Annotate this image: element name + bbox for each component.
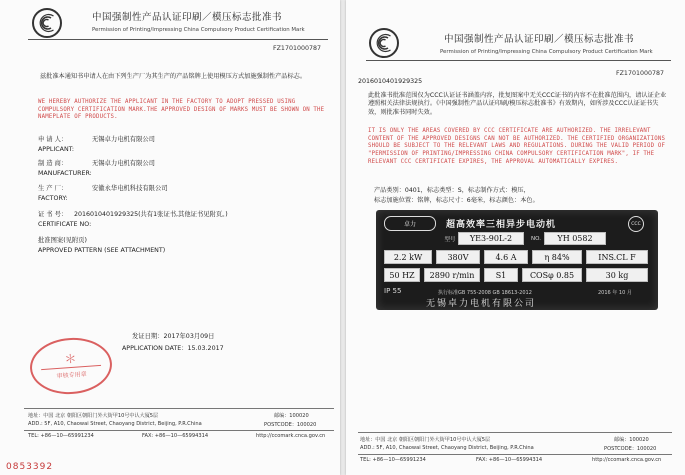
certificate-value: 2016010401929325(共有1张证书,其他证书见附页。) xyxy=(74,211,228,218)
seal-star-icon: ＊ xyxy=(64,351,77,367)
ip-rating: IP 55 xyxy=(384,287,402,295)
brand-badge: 卓力 xyxy=(384,216,436,231)
efficiency-value: η 84% xyxy=(532,250,582,264)
footer-postcode-en: POSTCODE：100020 xyxy=(264,422,317,428)
footer-divider xyxy=(358,432,672,433)
speed-value: 2890 r/min xyxy=(424,268,480,282)
voltage-value: 380V xyxy=(436,250,480,264)
model-value: YE3-90L-2 xyxy=(458,232,524,245)
model-label: 型号 xyxy=(444,236,456,243)
scope-note-cn: 此批准书批准范围仅为CCC认证证书涵盖内容，批复图案中无关CCC证书的内容不在批准范围内，请认证企业遵照相关法律法规执行。《中国强制性产品认证印刷/模压标志批准书》有效期内，如所涉及CCC认证证书失效，则批准书同时失效。 xyxy=(368,92,667,116)
footer-address-en: ADD.: 5F, A10, Chaowai Street, Chaoyang District, Beijing, P.R.China xyxy=(28,421,202,427)
product-info: 产品类别：0401，标志类型：S，标志制作方式：模压， xyxy=(374,187,530,194)
insulation-class-value: INS.CL F xyxy=(586,250,648,264)
pattern-label-cn: 批准图案(见附页) xyxy=(38,237,87,244)
applicant-label-en: APPLICANT: xyxy=(38,146,74,153)
standard-text: 执行标准GB 755-2008 GB 18613-2012 xyxy=(438,290,532,296)
title-en: Permission of Printing/Impressing China Compulsory Product Certification Mark xyxy=(440,49,653,55)
footer-fax: FAX: +86—10—65994314 xyxy=(142,433,209,439)
header-divider xyxy=(28,39,328,40)
official-seal xyxy=(28,335,114,397)
footer-web: http://ccomark.cnca.gov.cn xyxy=(592,457,662,463)
applicant-value: 无锡卓力电机有限公司 xyxy=(92,136,155,143)
intro-en: WE HEREBY AUTHORIZE THE APPLICANT IN THE FACTORY TO ADOPT PRESSED USING COMPULSORY CERTIFICATION MARK.THE APPROVED DESIGN OF MARKS MUST BE SHOWN ON THE NAMEPLATE OF PRODUCTS. xyxy=(38,99,325,121)
manufacturer-name: 无锡卓力电机有限公司 xyxy=(426,299,537,309)
footer-address-cn: 地址：中国 北京 朝阳区朝阳门外大街甲10号中认大厦5层 xyxy=(28,413,159,419)
pattern-label-en: APPROVED PATTERN (SEE ATTACHMENT) xyxy=(38,247,166,254)
footer-tel: TEL: +86—10—65991234 xyxy=(28,433,94,439)
applicant-label-cn: 申 请 人： xyxy=(38,136,68,143)
approval-number: FZ1701000787 xyxy=(273,45,321,52)
manufacturer-label-en: MANUFACTURER: xyxy=(38,170,92,177)
application-date-en: APPLICATION DATE：15.03.2017 xyxy=(122,345,224,352)
header-divider xyxy=(366,60,671,61)
power-value: 2.2 kW xyxy=(384,250,432,264)
certificate-page-2 xyxy=(346,0,685,475)
serial-value: YH 0582 xyxy=(544,232,606,245)
certificate-page-1 xyxy=(0,0,340,475)
certificate-number: 2016010401929325 xyxy=(358,78,423,85)
footer-tel: TEL: +86—10—65991234 xyxy=(360,457,426,463)
weight-value: 30 kg xyxy=(586,268,648,282)
serial-number: 0853392 xyxy=(6,462,54,472)
manufacturer-label-cn: 制 造 商： xyxy=(38,160,68,167)
issue-date-cn: 发证日期：2017年03月09日 xyxy=(132,333,215,340)
factory-label-en: FACTORY: xyxy=(38,195,68,202)
ccc-logo-icon xyxy=(369,28,399,58)
title-cn: 中国强制性产品认证印刷／模压标志批准书 xyxy=(92,12,283,23)
title-cn: 中国强制性产品认证印刷／模压标志批准书 xyxy=(444,34,635,45)
ccc-mark-icon: CCC xyxy=(628,216,644,232)
manufacturer-value: 无锡卓力电机有限公司 xyxy=(92,160,155,167)
certificate-label-cn: 证 书 号： xyxy=(38,211,68,218)
factory-label-cn: 生 产 厂： xyxy=(38,185,68,192)
footer-divider xyxy=(24,408,334,409)
approval-number: FZ1701000787 xyxy=(616,70,664,77)
power-factor-value: COSφ 0.85 xyxy=(522,268,582,282)
title-en: Permission of Printing/Impressing China Compulsory Product Certification Mark xyxy=(92,27,305,33)
nameplate-title: 超高效率三相异步电动机 xyxy=(446,220,557,230)
motor-nameplate xyxy=(376,210,658,310)
footer-postcode-cn: 邮编：100020 xyxy=(614,437,649,443)
duty-value: S1 xyxy=(484,268,518,282)
serial-label: NO. xyxy=(531,235,541,242)
current-value: 4.6 A xyxy=(484,250,528,264)
factory-value: 安徽永华电机科技有限公司 xyxy=(92,185,168,192)
ccc-logo-icon xyxy=(32,8,62,38)
scope-note-en: IT IS ONLY THE AREAS COVERED BY CCC CERTIFICATE ARE AUTHORIZED. THE IRRELEVANT CONTENT OF THE APPROVED DESIGNS CAN NOT BE AUTHORIZED. THE CERTIFIED ORGANIZATIONS SHOULD BE SUBJECT TO THE RELEVANT LAWS AND REGULATIONS. DURING THE VALID PERIOD OF "PERMISSION OF PRINTING/IMPRESSING CHINA COMPULSORY CERTIFICATION MARK", IF THE RELEVANT CCC CERTIFICATE EXPIRES, THE APPROVAL AUTOMATICALLY EXPIRES. xyxy=(368,128,666,165)
footer-fax: FAX: +86—10—65994314 xyxy=(476,457,543,463)
footer-postcode-cn: 邮编：100020 xyxy=(274,413,309,419)
footer-web: http://ccomark.cnca.gov.cn xyxy=(256,433,326,439)
seal-text: 审核专用章 xyxy=(56,370,87,381)
intro-cn: 兹批准本通知书申请人在由下列生产厂为其生产的产品铭牌上使用模压方式加施强制性产品标志。 xyxy=(40,73,307,80)
mark-info: 标志加施位置：铭牌，标志尺寸：6毫米，标志颜色：本色。 xyxy=(374,197,539,204)
footer-address-en: ADD.: 5F, A10, Chaowai Street, Chaoyang District, Beijing, P.R.China xyxy=(360,445,534,451)
certificate-label-en: CERTIFICATE NO: xyxy=(38,221,92,228)
frequency-value: 50 HZ xyxy=(384,268,420,282)
manufacture-date: 2016 年 10 月 xyxy=(598,290,632,296)
footer-address-cn: 地址：中国 北京 朝阳区朝阳门外大街甲10号中认大厦5层 xyxy=(360,437,491,443)
footer-postcode-en: POSTCODE：100020 xyxy=(604,446,657,452)
